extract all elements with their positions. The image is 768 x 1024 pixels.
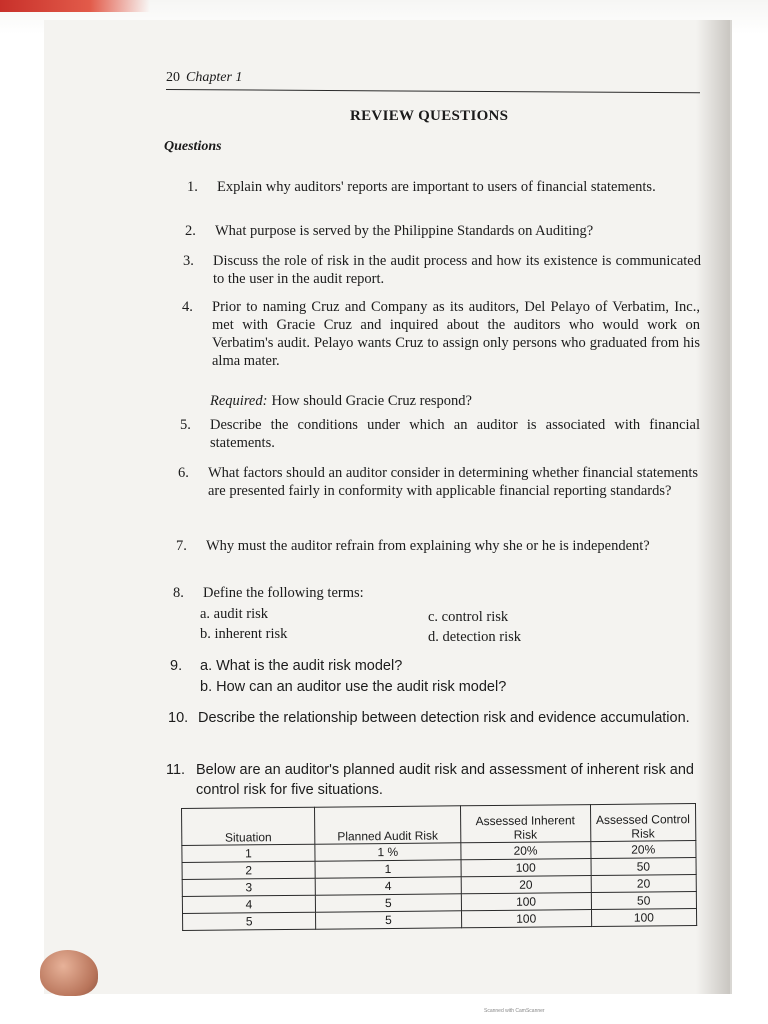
table-header-row xyxy=(182,804,696,846)
question-text: Prior to naming Cruz and Company as its auditors, Del Pelayo of Verbatim, Inc., met with Gracie Cruz and inquired about the auditors who would work on Verbatim's audit. Pelayo wants Cruz to assign only persons who graduated from his alma mater. xyxy=(212,299,700,369)
question-text: a. What is the audit risk model? xyxy=(200,658,403,674)
table-cell: 20 xyxy=(591,875,697,893)
page-binding-shadow xyxy=(696,20,730,994)
question-text: Discuss the role of risk in the audit process and how its existence is communicated to the user in the audit report. xyxy=(213,253,701,287)
table-cell: 50 xyxy=(591,858,697,876)
question-number: 8. xyxy=(173,585,184,601)
table-cell: 100 xyxy=(461,893,591,911)
table-cell: 4 xyxy=(182,895,315,913)
section-heading: Questions xyxy=(164,139,222,154)
required-text: How should Gracie Cruz respond? xyxy=(271,393,472,409)
question-text: Why must the auditor refrain from explaining why she or he is independent? xyxy=(206,538,650,554)
page-title: REVIEW QUESTIONS xyxy=(350,108,509,124)
question-number: 9. xyxy=(170,658,183,674)
q9-part-b: b. How can an auditor use the audit risk model? xyxy=(200,679,507,695)
question-text: What purpose is served by the Philippine Standards on Auditing? xyxy=(215,223,594,239)
column-header: Situation xyxy=(182,807,315,845)
table-cell: 5 xyxy=(315,894,461,912)
thumb-photo-artifact xyxy=(40,950,98,996)
question-text: Describe the relationship between detection risk and evidence accumulation. xyxy=(198,710,690,726)
risk-table xyxy=(181,803,697,931)
table-cell: 100 xyxy=(591,909,697,927)
page-number: 20 xyxy=(166,70,180,85)
question-number: 11. xyxy=(166,762,186,778)
question-text: Below are an auditor's planned audit risk and assessment of inherent risk and control risk for five situations. xyxy=(196,762,694,798)
table-cell: 1 xyxy=(182,844,315,862)
table-cell: 1 xyxy=(315,860,461,878)
question-number: 2. xyxy=(185,223,196,239)
question-number: 1. xyxy=(187,179,198,195)
column-header: Assessed Inherent Risk xyxy=(460,805,590,843)
question-number: 10. xyxy=(168,710,189,726)
table-cell: 5 xyxy=(183,912,316,930)
question-number: 6. xyxy=(178,465,189,481)
column-header: Planned Audit Risk xyxy=(315,806,461,844)
question-number: 3. xyxy=(183,253,194,269)
table-cell: 20% xyxy=(461,842,591,860)
scanner-watermark: Scanned with CamScanner xyxy=(484,1008,545,1014)
table-cell: 5 xyxy=(316,911,462,929)
question-number: 5. xyxy=(180,417,191,433)
question-text: What factors should an auditor consider in determining whether financial statements are presented fairly in conformity with applicable financial reporting standards? xyxy=(208,465,698,499)
table-cell: 50 xyxy=(591,892,697,910)
term-a: a. audit risk xyxy=(200,606,269,622)
q4-required xyxy=(210,393,472,410)
table-cell: 100 xyxy=(461,910,591,928)
table-cell: 4 xyxy=(315,877,461,895)
page-header xyxy=(166,70,242,86)
chapter-label: Chapter 1 xyxy=(186,70,243,85)
table-cell: 100 xyxy=(461,859,591,877)
table-cell: 3 xyxy=(182,878,315,896)
table-cell: 20 xyxy=(461,876,591,894)
question-number: 4. xyxy=(182,299,193,315)
table-cell: 1 % xyxy=(315,843,461,861)
column-header: Assessed Control Risk xyxy=(590,804,696,842)
table-cell: 20% xyxy=(590,841,696,859)
required-label: Required: xyxy=(210,393,268,409)
question-text: Define the following terms: xyxy=(203,585,364,601)
question-text: Explain why auditors' reports are important to users of financial statements. xyxy=(217,179,656,195)
question-number: 7. xyxy=(176,538,187,554)
term-d: d. detection risk xyxy=(428,629,522,645)
table-cell: 2 xyxy=(182,861,315,879)
question-text: Describe the conditions under which an auditor is associated with financial statements. xyxy=(210,417,700,451)
term-c: c. control risk xyxy=(428,609,509,625)
term-b: b. inherent risk xyxy=(200,626,288,642)
book-cover-edge xyxy=(0,0,150,12)
